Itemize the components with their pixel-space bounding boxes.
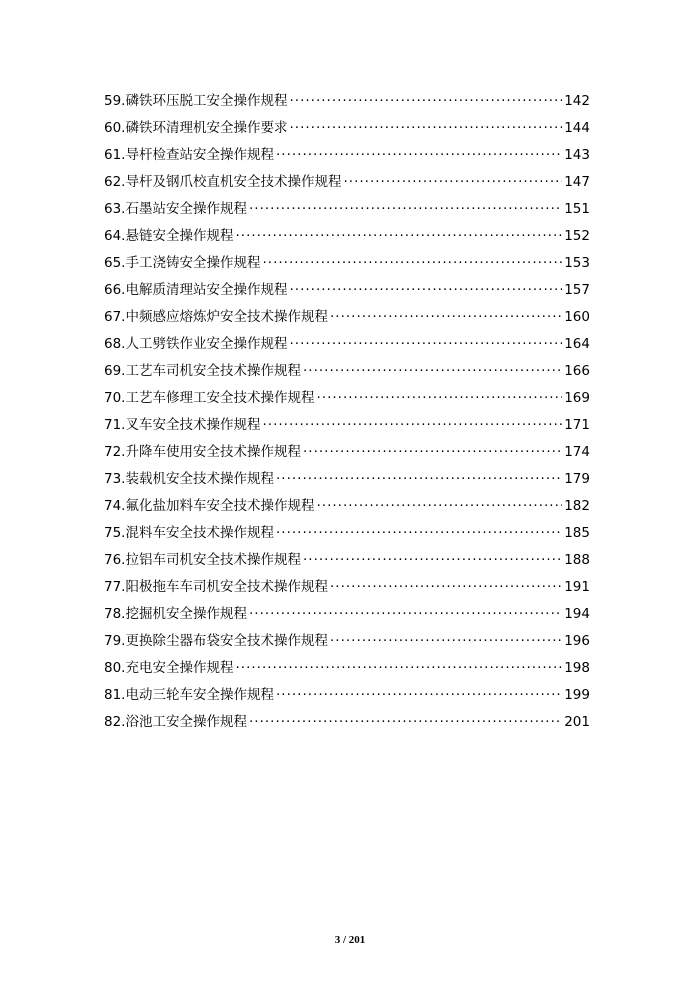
toc-entry[interactable] — [104, 115, 590, 142]
toc-entry-title: 挖掘机安全操作规程 — [125, 606, 247, 622]
toc-entry[interactable] — [104, 655, 590, 682]
toc-dot-leader — [249, 196, 562, 223]
toc-entry-title: 阳极拖车车司机安全技术操作规程 — [125, 579, 328, 595]
toc-dot-leader — [289, 331, 562, 358]
toc-dot-leader — [330, 628, 562, 655]
toc-entry-number: 62. — [104, 174, 126, 190]
toc-entry-number: 61. — [104, 147, 126, 163]
toc-entry-title: 石墨站安全操作规程 — [125, 201, 247, 217]
toc-dot-leader — [249, 601, 562, 628]
toc-dot-leader — [343, 169, 562, 196]
toc-entry-number: 73. — [104, 471, 126, 487]
toc-entry-number: 81. — [104, 687, 126, 703]
toc-entry[interactable] — [104, 601, 590, 628]
toc-entry-page: 152 — [564, 228, 590, 244]
toc-entry-page: 194 — [564, 606, 590, 622]
toc-entry-page: 188 — [564, 552, 590, 568]
toc-entry[interactable] — [104, 466, 590, 493]
toc-entry-number: 75. — [104, 525, 126, 541]
toc-dot-leader — [289, 88, 562, 115]
toc-entry-number: 64. — [104, 228, 126, 244]
toc-entry[interactable] — [104, 88, 590, 115]
toc-entry-page: 174 — [564, 444, 590, 460]
toc-entry-number: 76. — [104, 552, 126, 568]
toc-entry-page: 198 — [564, 660, 590, 676]
toc-entry-number: 82. — [104, 714, 126, 730]
toc-entry[interactable] — [104, 574, 590, 601]
toc-entry-page: 196 — [564, 633, 590, 649]
toc-entry-number: 66. — [104, 282, 126, 298]
toc-entry-title: 悬链安全操作规程 — [125, 228, 234, 244]
table-of-contents — [104, 88, 590, 736]
toc-entry[interactable] — [104, 250, 590, 277]
toc-entry-page: 157 — [564, 282, 590, 298]
toc-dot-leader — [262, 250, 562, 277]
toc-entry[interactable] — [104, 142, 590, 169]
toc-entry-title: 导杆检查站安全操作规程 — [125, 147, 274, 163]
toc-dot-leader — [289, 115, 562, 142]
toc-entry-page: 166 — [564, 363, 590, 379]
toc-entry-page: 147 — [564, 174, 590, 190]
toc-entry-page: 164 — [564, 336, 590, 352]
toc-entry-page: 199 — [564, 687, 590, 703]
toc-entry-page: 143 — [564, 147, 590, 163]
toc-entry[interactable] — [104, 169, 590, 196]
toc-entry[interactable] — [104, 358, 590, 385]
toc-entry-page: 201 — [564, 714, 590, 730]
toc-entry[interactable] — [104, 520, 590, 547]
toc-dot-leader — [249, 709, 562, 736]
toc-entry-title: 工艺车修理工安全技术操作规程 — [125, 390, 315, 406]
toc-entry-title: 更换除尘器布袋安全技术操作规程 — [125, 633, 328, 649]
toc-entry[interactable] — [104, 709, 590, 736]
toc-entry-title: 磷铁环清理机安全操作要求 — [125, 120, 288, 136]
toc-entry-page: 160 — [564, 309, 590, 325]
toc-entry-number: 63. — [104, 201, 126, 217]
toc-entry[interactable] — [104, 412, 590, 439]
toc-entry-page: 185 — [564, 525, 590, 541]
toc-entry-page: 151 — [564, 201, 590, 217]
toc-entry[interactable] — [104, 547, 590, 574]
toc-entry-title: 人工劈铁作业安全操作规程 — [125, 336, 288, 352]
toc-dot-leader — [289, 277, 562, 304]
toc-entry[interactable] — [104, 223, 590, 250]
toc-entry-title: 中频感应熔炼炉安全技术操作规程 — [125, 309, 328, 325]
toc-entry-number: 69. — [104, 363, 126, 379]
toc-entry[interactable] — [104, 196, 590, 223]
toc-entry-number: 65. — [104, 255, 126, 271]
toc-entry-title: 装载机安全技术操作规程 — [125, 471, 274, 487]
toc-entry-title: 浴池工安全操作规程 — [125, 714, 247, 730]
toc-entry-page: 142 — [564, 93, 590, 109]
toc-entry-title: 充电安全操作规程 — [125, 660, 234, 676]
toc-entry-page: 171 — [564, 417, 590, 433]
toc-entry-number: 77. — [104, 579, 126, 595]
toc-dot-leader — [303, 358, 562, 385]
toc-entry-page: 153 — [564, 255, 590, 271]
toc-entry-page: 179 — [564, 471, 590, 487]
toc-entry-number: 70. — [104, 390, 126, 406]
toc-entry-number: 78. — [104, 606, 126, 622]
toc-entry-title: 拉铝车司机安全技术操作规程 — [125, 552, 301, 568]
toc-dot-leader — [316, 493, 562, 520]
toc-dot-leader — [316, 385, 562, 412]
toc-entry[interactable] — [104, 439, 590, 466]
toc-entry[interactable] — [104, 277, 590, 304]
toc-entry-title: 升降车使用安全技术操作规程 — [125, 444, 301, 460]
toc-dot-leader — [235, 223, 562, 250]
toc-dot-leader — [276, 682, 562, 709]
toc-entry-title: 手工浇铸安全操作规程 — [125, 255, 261, 271]
toc-entry-title: 工艺车司机安全技术操作规程 — [125, 363, 301, 379]
toc-entry-number: 79. — [104, 633, 126, 649]
page-number-footer: 3 / 201 — [334, 934, 366, 946]
toc-entry-title: 叉车安全技术操作规程 — [125, 417, 261, 433]
toc-entry-page: 144 — [564, 120, 590, 136]
toc-entry-title: 导杆及钢爪校直机安全技术操作规程 — [125, 174, 342, 190]
toc-dot-leader — [303, 547, 562, 574]
toc-entry[interactable] — [104, 628, 590, 655]
toc-dot-leader — [235, 655, 562, 682]
toc-dot-leader — [330, 574, 562, 601]
toc-entry-title: 磷铁环压脱工安全操作规程 — [125, 93, 288, 109]
toc-dot-leader — [276, 466, 562, 493]
toc-entry-number: 68. — [104, 336, 126, 352]
toc-entry-page: 182 — [564, 498, 590, 514]
toc-entry-title: 电动三轮车安全操作规程 — [125, 687, 274, 703]
toc-dot-leader — [330, 304, 562, 331]
toc-entry-title: 氟化盐加料车安全技术操作规程 — [125, 498, 315, 514]
toc-dot-leader — [276, 520, 562, 547]
toc-dot-leader — [276, 142, 562, 169]
toc-entry-page: 191 — [564, 579, 590, 595]
toc-entry-number: 80. — [104, 660, 126, 676]
toc-entry-number: 72. — [104, 444, 126, 460]
toc-entry[interactable] — [104, 682, 590, 709]
toc-entry-number: 60. — [104, 120, 126, 136]
toc-entry[interactable] — [104, 385, 590, 412]
toc-entry[interactable] — [104, 493, 590, 520]
toc-entry-number: 67. — [104, 309, 126, 325]
toc-dot-leader — [303, 439, 562, 466]
toc-entry-number: 59. — [104, 93, 126, 109]
toc-entry-number: 71. — [104, 417, 126, 433]
toc-entry-number: 74. — [104, 498, 126, 514]
toc-entry-page: 169 — [564, 390, 590, 406]
toc-entry[interactable] — [104, 304, 590, 331]
toc-dot-leader — [262, 412, 562, 439]
toc-entry-title: 混料车安全技术操作规程 — [125, 525, 274, 541]
toc-entry-title: 电解质清理站安全操作规程 — [125, 282, 288, 298]
toc-entry[interactable] — [104, 331, 590, 358]
